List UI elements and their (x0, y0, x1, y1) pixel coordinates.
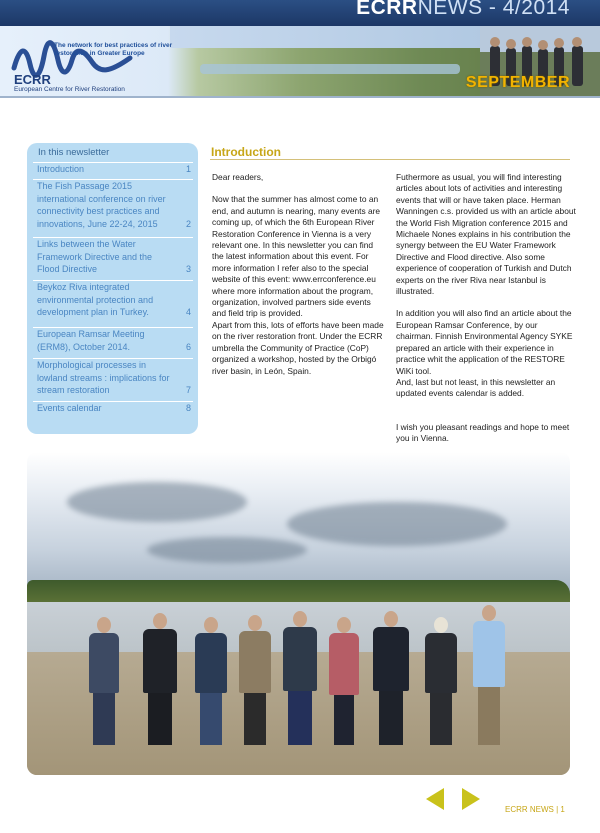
paragraph: Now that the summer has almost come to an end, and autumn is nearing, many events are coming up, of which the 6th European River Restoration Conference in Vienna is a very relevant one. In this newsletter you can find the latest information about this event. For more information I refer also to the special website of this event: www.errconference.eu where more information about the program, organization, involved partners side events and field trip is provided. (212, 194, 381, 319)
top-banner (0, 0, 600, 26)
paragraph: Futhermore as usual, you will find interesting articles about lots of activities and interesting events that will or have taken place. Herman Wanningen c.s. provided us with an article about the World Fish Migration conference 2015 and Michaele Nones explains in his contribution the synergy between the EU Water Framework Directive and Flood directive. Also some experience of cooperation of Turkish and Dutch experts on the river Riva near Istanbul is illustrated. (396, 172, 576, 297)
logo-tagline: The network for best practices of river restoration in Greater Europe (54, 42, 173, 57)
page-footer: ECRR NEWS | 1 (505, 805, 565, 814)
person (473, 605, 505, 745)
article-column-2 (396, 172, 576, 445)
cloud (287, 502, 507, 546)
toc-item-events[interactable]: Events calendar 8 (33, 401, 193, 415)
previous-page-arrow-icon[interactable] (426, 788, 444, 810)
paragraph: And, last but not least, in this newsletter an updated events calendar is added. (396, 376, 556, 399)
newsletter-toc (27, 143, 198, 434)
treeline (27, 580, 570, 602)
person (329, 617, 359, 745)
header-water (200, 64, 460, 74)
toc-title: In this newsletter (38, 147, 110, 158)
header-divider (0, 96, 600, 98)
toc-item-fish-passage[interactable]: The Fish Passage 2015 international conference on river connectivity best practices and innovations, June 22-24, 2015 2 (33, 179, 193, 230)
section-heading: Introduction (211, 145, 281, 159)
paragraph: In addition you will also find an article about the European Ramsar Conference, by our chairman. Finnish Environmental Agency SYKE prepared an article with their experience in practice whit the application of the RESTORE WiKi tool. (396, 308, 573, 376)
paragraph: Apart from this, lots of efforts have been made on the river restoration front. Under the ECRR umbrella the Community of Practice (CoP) organized a workshop, hosted by the Orbigó river basin, in León, Spain. (212, 319, 384, 376)
paragraph: Dear readers, (212, 172, 264, 182)
issue-title: ECRRNEWS - 4/2014 (356, 0, 570, 19)
logo-text: ECRR (14, 72, 51, 87)
toc-item-ramsar[interactable]: European Ramsar Meeting (ERM8), October 2014. 6 (33, 327, 193, 353)
person (283, 611, 317, 745)
header-banner (0, 26, 600, 96)
cloud (67, 482, 247, 522)
cloud (147, 537, 307, 563)
person (425, 617, 457, 745)
person (143, 613, 177, 745)
month-label: SEPTEMBER (465, 74, 570, 91)
person (239, 615, 271, 745)
toc-item-morphological[interactable]: Morphological processes in lowland streams : implications for stream restoration 7 (33, 358, 193, 397)
logo-subtitle: European Centre for River Restoration (14, 86, 125, 93)
person (373, 611, 409, 745)
toc-item-beykoz-riva[interactable]: Beykoz Riva integrated environmental protection and development plan in Turkey. 4 (33, 280, 193, 319)
paragraph: I wish you pleasant readings and hope to meet you in Vienna. (396, 421, 570, 444)
toc-item-introduction[interactable]: Introduction 1 (33, 162, 193, 176)
person (89, 617, 119, 745)
article-column-1 (212, 172, 387, 377)
toc-item-wfd-flood[interactable]: Links between the Water Framework Directive and the Flood Directive 3 (33, 237, 193, 276)
person (195, 617, 227, 745)
heading-underline (210, 159, 570, 160)
group-photo (27, 452, 570, 775)
next-page-arrow-icon[interactable] (462, 788, 480, 810)
